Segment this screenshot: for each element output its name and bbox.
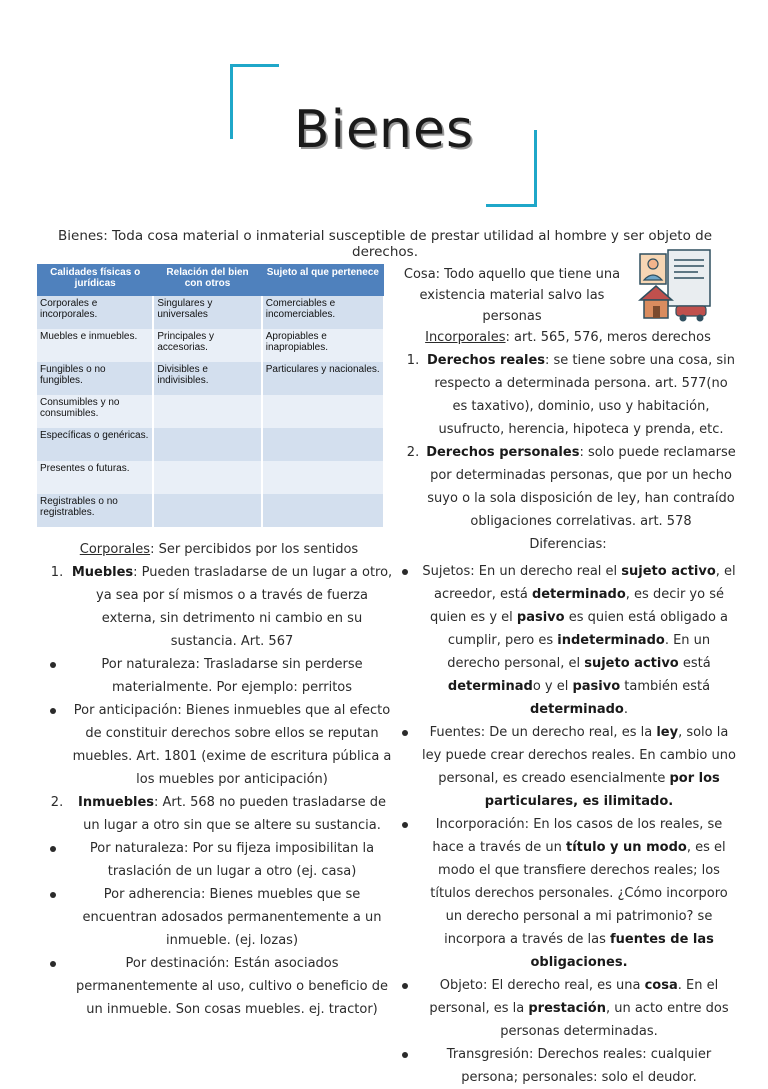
incorporales-heading: Incorporales: art. 565, 576, meros derechos bbox=[425, 330, 711, 345]
incorporales-section bbox=[400, 326, 736, 556]
list-item: 2. Derechos personales: solo puede reclamarse por determinadas personas, que por un hecho suyo o la sola disposición de ley, han contraído obligaciones correlativas. art. 578 bbox=[400, 441, 736, 533]
table-cell: Específicas o genéricas. bbox=[37, 428, 153, 461]
table-header: Calidades físicas o jurídicas bbox=[37, 264, 153, 296]
table-cell: Muebles e inmuebles. bbox=[37, 329, 153, 362]
table-cell: Singulares y universales bbox=[153, 296, 261, 329]
list-item: Objeto: El derecho real, es una cosa. En el personal, es la prestación, un acto entre dos personas determinadas. bbox=[396, 974, 736, 1043]
property-document-icon bbox=[634, 244, 714, 328]
bullet-icon bbox=[50, 846, 56, 852]
classification-table bbox=[37, 264, 385, 527]
table-cell bbox=[262, 395, 384, 428]
corporales-heading: Corporales: Ser percibidos por los sentidos bbox=[79, 542, 359, 557]
table-cell: Apropiables e inapropiables. bbox=[262, 329, 384, 362]
table-cell bbox=[262, 461, 384, 494]
bullet-icon bbox=[402, 822, 408, 828]
table-row bbox=[37, 296, 384, 329]
table-header: Sujeto al que pertenece bbox=[262, 264, 384, 296]
table-row bbox=[37, 461, 384, 494]
table-cell: Comerciables e incomerciables. bbox=[262, 296, 384, 329]
table-cell bbox=[262, 428, 384, 461]
diferencias-section bbox=[396, 560, 736, 1089]
list-item: Por adherencia: Bienes muebles que se encuentran adosados permanentemente a un inmueble. (ej. lozas) bbox=[44, 883, 394, 952]
table-cell bbox=[153, 428, 261, 461]
table-cell: Particulares y nacionales. bbox=[262, 362, 384, 395]
table-cell: Registrables o no registrables. bbox=[37, 494, 153, 527]
list-item: Sujetos: En un derecho real el sujeto activo, el acreedor, está determinado, es decir yo sé quien es y el pasivo es quien está obligado a cumplir, pero es indeterminado. En un derecho personal, el sujeto activo está determinado y el pasivo también está determinado. bbox=[396, 560, 736, 721]
corporales-section bbox=[44, 538, 394, 1021]
list-item: Por naturaleza: Por su fijeza imposibilitan la traslación de un lugar a otro (ej. casa) bbox=[44, 837, 394, 883]
table-cell: Principales y accesorias. bbox=[153, 329, 261, 362]
table-cell: Presentes o futuras. bbox=[37, 461, 153, 494]
bullet-icon bbox=[402, 569, 408, 575]
bullet-icon bbox=[402, 983, 408, 989]
list-item: 1. Muebles: Pueden trasladarse de un lugar a otro, ya sea por sí mismos o a través de fuerza externa, sin detrimento ni cambio en su sustancia. Art. 567 bbox=[44, 561, 394, 653]
table-cell bbox=[153, 461, 261, 494]
bullet-icon bbox=[50, 662, 56, 668]
list-number: 1. bbox=[406, 353, 420, 368]
page-title: Bienes bbox=[293, 100, 475, 160]
table-cell: Divisibles e indivisibles. bbox=[153, 362, 261, 395]
cosa-definition: Cosa: Todo aquello que tiene una existencia material salvo las personas bbox=[403, 267, 621, 324]
list-item: Transgresión: Derechos reales: cualquier persona; personales: solo el deudor. bbox=[396, 1043, 736, 1089]
diferencias-heading: Diferencias: bbox=[529, 537, 607, 552]
bullet-icon bbox=[50, 892, 56, 898]
table-row bbox=[37, 395, 384, 428]
list-item: 1. Derechos reales: se tiene sobre una cosa, sin respecto a determinada persona. art. 577(no es taxativo), dominio, uso y habitación, usufructo, herencia, hipoteca y prenda, etc. bbox=[400, 349, 736, 441]
list-item: Por naturaleza: Trasladarse sin perderse materialmente. Por ejemplo: perritos bbox=[44, 653, 394, 699]
table-cell bbox=[262, 494, 384, 527]
list-item: Incorporación: En los casos de los reales, se hace a través de un título y un modo, es el modo el que transfiere derechos reales; los títulos derechos personales. ¿Cómo incorporo un derecho personal a mi patrimonio? se incorpora a través de las fuentes de las obligaciones. bbox=[396, 813, 736, 974]
table-row bbox=[37, 329, 384, 362]
table-cell bbox=[153, 494, 261, 527]
table-cell: Corporales e incorporales. bbox=[37, 296, 153, 329]
table-header-row bbox=[37, 264, 384, 296]
table-cell: Consumibles y no consumibles. bbox=[37, 395, 153, 428]
bullet-icon bbox=[50, 708, 56, 714]
table-row bbox=[37, 428, 384, 461]
list-item: Fuentes: De un derecho real, es la ley, solo la ley puede crear derechos reales. En cambio uno personal, es creado esencialmente por los particulares, es ilimitado. bbox=[396, 721, 736, 813]
definition-text: Bienes: Toda cosa material o inmaterial susceptible de prestar utilidad al hombre y ser objeto de derechos. bbox=[58, 228, 712, 260]
list-item: 2. Inmuebles: Art. 568 no pueden trasladarse de un lugar a otro sin que se altere su sustancia. bbox=[44, 791, 394, 837]
list-item: Por anticipación: Bienes inmuebles que al efecto de constituir derechos sobre ellos se reputan muebles. Art. 1801 (exime de escritura pública a los muebles por anticipación) bbox=[44, 699, 394, 791]
table-row bbox=[37, 494, 384, 527]
table-cell bbox=[153, 395, 261, 428]
table-cell: Fungibles o no fungibles. bbox=[37, 362, 153, 395]
list-number: 1. bbox=[50, 565, 64, 580]
list-item: Por destinación: Están asociados permanentemente al uso, cultivo o beneficio de un inmueble. Son cosas muebles. ej. tractor) bbox=[44, 952, 394, 1021]
table-header: Relación del bien con otros bbox=[153, 264, 261, 296]
table-row bbox=[37, 362, 384, 395]
list-number: 2. bbox=[50, 795, 64, 810]
bullet-icon bbox=[402, 730, 408, 736]
bullet-icon bbox=[402, 1052, 408, 1058]
list-number: 2. bbox=[406, 445, 420, 460]
bullet-icon bbox=[50, 961, 56, 967]
